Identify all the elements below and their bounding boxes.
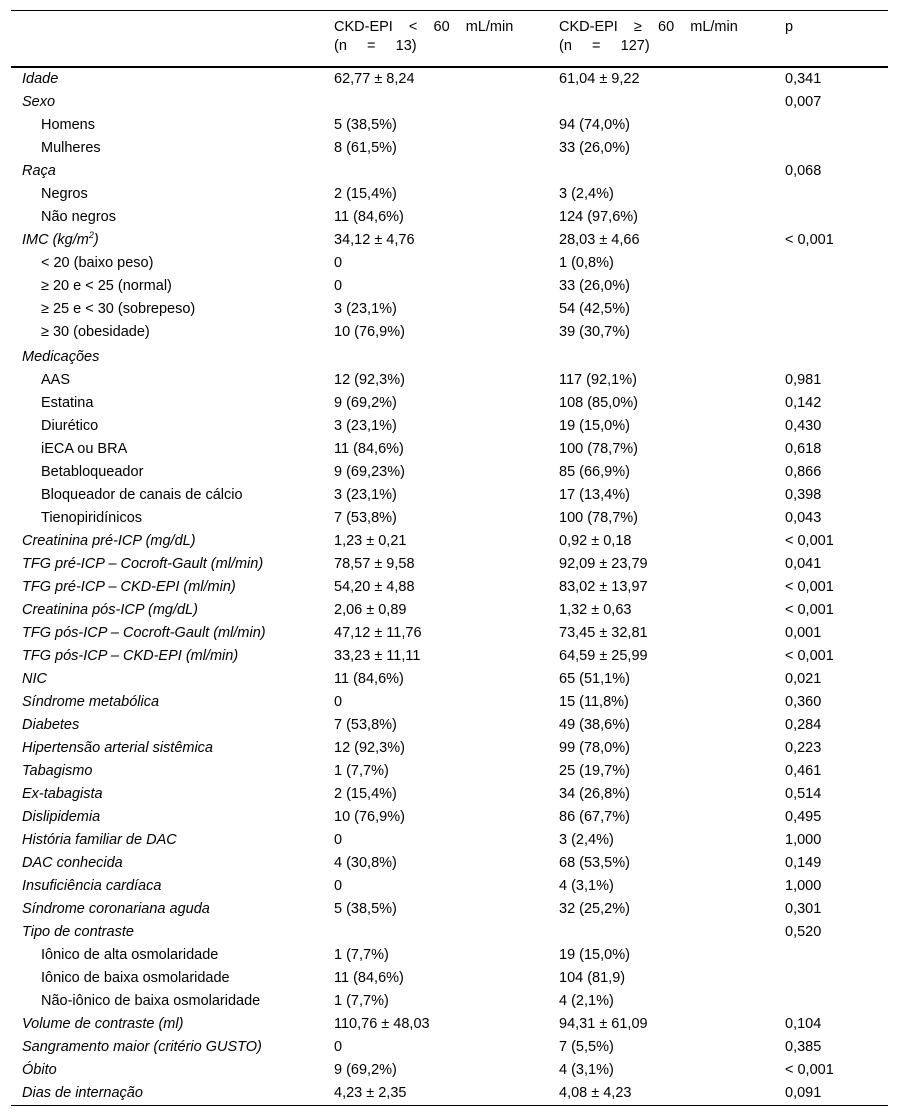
table-row — [11, 484, 888, 507]
header-col2-line1: CKD-EPI ≥ 60 mL/min — [559, 19, 738, 35]
p-value: 0,007 — [785, 94, 822, 110]
p-value: 0,041 — [785, 556, 822, 572]
table-row — [11, 346, 888, 369]
row-label — [22, 229, 99, 252]
value-ckd-below-60: 0 — [334, 694, 343, 710]
table-row — [11, 137, 888, 160]
header-col-p: p — [785, 19, 794, 35]
p-value: 0,398 — [785, 487, 822, 503]
value-ckd-above-60: 3 (2,4%) — [559, 832, 614, 848]
table-row — [11, 714, 888, 737]
p-value: 0,043 — [785, 510, 822, 526]
value-ckd-above-60: 108 (85,0%) — [559, 395, 638, 411]
table-row — [11, 875, 888, 898]
p-value: 0,495 — [785, 809, 822, 825]
table-row — [11, 438, 888, 461]
value-ckd-below-60: 1,23 ± 0,21 — [334, 533, 407, 549]
value-ckd-below-60: 7 (53,8%) — [334, 717, 397, 733]
table-row — [11, 321, 888, 344]
value-ckd-above-60: 17 (13,4%) — [559, 487, 630, 503]
row-label: NIC — [22, 671, 47, 687]
row-label: Óbito — [22, 1062, 57, 1078]
table-row — [11, 1059, 888, 1082]
table-row — [11, 1082, 888, 1105]
value-ckd-below-60: 62,77 ± 8,24 — [334, 71, 415, 87]
value-ckd-above-60: 94,31 ± 61,09 — [559, 1016, 648, 1032]
row-label: Raça — [22, 163, 56, 179]
table-row — [11, 599, 888, 622]
row-label: Insuficiência cardíaca — [22, 878, 162, 894]
row-label: História familiar de DAC — [22, 832, 177, 848]
table-row — [11, 415, 888, 438]
row-label: Homens — [41, 117, 95, 133]
value-ckd-below-60: 5 (38,5%) — [334, 901, 397, 917]
value-ckd-above-60: 54 (42,5%) — [559, 301, 630, 317]
value-ckd-above-60: 49 (38,6%) — [559, 717, 630, 733]
value-ckd-above-60: 61,04 ± 9,22 — [559, 71, 640, 87]
row-label: ≥ 20 e < 25 (normal) — [41, 278, 172, 294]
header-col-ckd-below-60 — [334, 18, 539, 56]
table-body — [11, 68, 888, 1105]
row-label: Não negros — [41, 209, 116, 225]
table-row — [11, 229, 888, 252]
row-label: Tienopiridínicos — [41, 510, 143, 526]
row-label: Sangramento maior (critério GUSTO) — [22, 1039, 262, 1055]
header-col1-line1: CKD-EPI < 60 mL/min — [334, 19, 514, 35]
value-ckd-above-60: 33 (26,0%) — [559, 140, 630, 156]
value-ckd-below-60: 34,12 ± 4,76 — [334, 232, 415, 248]
value-ckd-below-60: 0 — [334, 1039, 343, 1055]
row-label: Iônico de alta osmolaridade — [41, 947, 219, 963]
value-ckd-below-60: 9 (69,23%) — [334, 464, 405, 480]
row-label: Betabloqueador — [41, 464, 144, 480]
value-ckd-below-60: 1 (7,7%) — [334, 993, 389, 1009]
row-label: Diurético — [41, 418, 99, 434]
row-label: Creatinina pós-ICP (mg/dL) — [22, 602, 198, 618]
table-row — [11, 252, 888, 275]
row-label: Iônico de baixa osmolaridade — [41, 970, 230, 986]
p-value: 0,021 — [785, 671, 822, 687]
row-label: Tipo de contraste — [22, 924, 134, 940]
table-row — [11, 921, 888, 944]
row-label: Idade — [22, 71, 59, 87]
p-value: 0,341 — [785, 71, 822, 87]
p-value: 0,142 — [785, 395, 822, 411]
table-header — [11, 11, 888, 66]
row-label: iECA ou BRA — [41, 441, 128, 457]
row-label: Mulheres — [41, 140, 101, 156]
table-row — [11, 622, 888, 645]
row-label: AAS — [41, 372, 71, 388]
value-ckd-below-60: 3 (23,1%) — [334, 487, 397, 503]
table-row — [11, 530, 888, 553]
data-table — [11, 10, 888, 1106]
value-ckd-below-60: 4,23 ± 2,35 — [334, 1085, 407, 1101]
table-row — [11, 275, 888, 298]
value-ckd-above-60: 100 (78,7%) — [559, 441, 638, 457]
value-ckd-above-60: 83,02 ± 13,97 — [559, 579, 648, 595]
value-ckd-below-60: 1 (7,7%) — [334, 947, 389, 963]
table-row — [11, 737, 888, 760]
value-ckd-above-60: 28,03 ± 4,66 — [559, 232, 640, 248]
table-row — [11, 898, 888, 921]
table-row — [11, 1036, 888, 1059]
value-ckd-above-60: 4 (3,1%) — [559, 878, 614, 894]
table-row — [11, 369, 888, 392]
table-row — [11, 507, 888, 530]
row-label: < 20 (baixo peso) — [41, 255, 154, 271]
p-value: 0,981 — [785, 372, 822, 388]
value-ckd-below-60: 11 (84,6%) — [334, 970, 404, 986]
row-label: Dias de internação — [22, 1085, 143, 1101]
row-label: TFG pré-ICP – CKD-EPI (ml/min) — [22, 579, 236, 595]
row-label-text: IMC (kg/m — [22, 232, 89, 248]
row-label: Hipertensão arterial sistêmica — [22, 740, 213, 756]
value-ckd-above-60: 73,45 ± 32,81 — [559, 625, 648, 641]
p-value: < 0,001 — [785, 579, 834, 595]
table-row — [11, 691, 888, 714]
table-row — [11, 576, 888, 599]
value-ckd-below-60: 2 (15,4%) — [334, 186, 397, 202]
value-ckd-above-60: 7 (5,5%) — [559, 1039, 614, 1055]
table-row — [11, 668, 888, 691]
p-value: 0,360 — [785, 694, 822, 710]
table-row — [11, 944, 888, 967]
value-ckd-below-60: 10 (76,9%) — [334, 324, 405, 340]
value-ckd-below-60: 110,76 ± 48,03 — [334, 1016, 430, 1032]
value-ckd-above-60: 4,08 ± 4,23 — [559, 1085, 632, 1101]
value-ckd-below-60: 47,12 ± 11,76 — [334, 625, 422, 641]
value-ckd-below-60: 11 (84,6%) — [334, 671, 404, 687]
value-ckd-below-60: 0 — [334, 832, 343, 848]
table-row — [11, 553, 888, 576]
value-ckd-below-60: 11 (84,6%) — [334, 441, 404, 457]
value-ckd-below-60: 9 (69,2%) — [334, 395, 397, 411]
header-col1-line2: (n = 13) — [334, 38, 417, 54]
row-label: ≥ 25 e < 30 (sobrepeso) — [41, 301, 196, 317]
value-ckd-above-60: 1,32 ± 0,63 — [559, 602, 632, 618]
p-value: < 0,001 — [785, 602, 834, 618]
value-ckd-above-60: 3 (2,4%) — [559, 186, 614, 202]
value-ckd-below-60: 78,57 ± 9,58 — [334, 556, 415, 572]
value-ckd-above-60: 85 (66,9%) — [559, 464, 630, 480]
value-ckd-below-60: 1 (7,7%) — [334, 763, 389, 779]
value-ckd-above-60: 100 (78,7%) — [559, 510, 638, 526]
value-ckd-below-60: 0 — [334, 255, 343, 271]
row-label: Tabagismo — [22, 763, 93, 779]
value-ckd-above-60: 15 (11,8%) — [559, 694, 629, 710]
value-ckd-below-60: 3 (23,1%) — [334, 301, 397, 317]
p-value: 1,000 — [785, 878, 822, 894]
row-label-superscript: 2 — [88, 230, 94, 240]
value-ckd-below-60: 10 (76,9%) — [334, 809, 405, 825]
p-value: 0,430 — [785, 418, 822, 434]
value-ckd-below-60: 0 — [334, 878, 343, 894]
table-row — [11, 852, 888, 875]
p-value: 1,000 — [785, 832, 822, 848]
p-value: 0,091 — [785, 1085, 822, 1101]
value-ckd-below-60: 2,06 ± 0,89 — [334, 602, 407, 618]
p-value: 0,149 — [785, 855, 822, 871]
p-value: 0,461 — [785, 763, 822, 779]
table-row — [11, 206, 888, 229]
row-label: Síndrome coronariana aguda — [22, 901, 210, 917]
value-ckd-above-60: 25 (19,7%) — [559, 763, 630, 779]
row-label: TFG pós-ICP – Cocroft-Gault (ml/min) — [22, 625, 266, 641]
p-value: 0,514 — [785, 786, 822, 802]
value-ckd-above-60: 117 (92,1%) — [559, 372, 637, 388]
p-value: 0,223 — [785, 740, 822, 756]
table-bottom-rule — [11, 1105, 888, 1106]
row-label: ≥ 30 (obesidade) — [41, 324, 150, 340]
table-row — [11, 829, 888, 852]
table-row — [11, 298, 888, 321]
value-ckd-above-60: 94 (74,0%) — [559, 117, 630, 133]
table-row — [11, 806, 888, 829]
value-ckd-above-60: 19 (15,0%) — [559, 947, 630, 963]
value-ckd-below-60: 54,20 ± 4,88 — [334, 579, 415, 595]
row-label: Estatina — [41, 395, 94, 411]
value-ckd-below-60: 7 (53,8%) — [334, 510, 397, 526]
value-ckd-above-60: 33 (26,0%) — [559, 278, 630, 294]
value-ckd-above-60: 99 (78,0%) — [559, 740, 630, 756]
row-label: Não-iônico de baixa osmolaridade — [41, 993, 261, 1009]
row-label: Ex-tabagista — [22, 786, 103, 802]
value-ckd-below-60: 12 (92,3%) — [334, 740, 405, 756]
header-col2-line2: (n = 127) — [559, 38, 650, 54]
row-label: Negros — [41, 186, 88, 202]
row-label: Sexo — [22, 94, 56, 110]
value-ckd-above-60: 104 (81,9) — [559, 970, 626, 986]
p-value: 0,301 — [785, 901, 822, 917]
value-ckd-above-60: 68 (53,5%) — [559, 855, 630, 871]
table-row — [11, 68, 888, 91]
table-row — [11, 91, 888, 114]
p-value: < 0,001 — [785, 1062, 834, 1078]
value-ckd-above-60: 39 (30,7%) — [559, 324, 630, 340]
p-value: 0,001 — [785, 625, 822, 641]
value-ckd-above-60: 92,09 ± 23,79 — [559, 556, 648, 572]
value-ckd-below-60: 33,23 ± 11,11 — [334, 648, 421, 664]
row-label: Síndrome metabólica — [22, 694, 160, 710]
value-ckd-below-60: 9 (69,2%) — [334, 1062, 397, 1078]
table-row — [11, 1013, 888, 1036]
row-label: Medicações — [22, 349, 100, 365]
p-value: 0,866 — [785, 464, 822, 480]
table-row — [11, 990, 888, 1013]
p-value: < 0,001 — [785, 232, 834, 248]
p-value: 0,068 — [785, 163, 822, 179]
value-ckd-below-60: 4 (30,8%) — [334, 855, 397, 871]
value-ckd-above-60: 64,59 ± 25,99 — [559, 648, 648, 664]
table-row — [11, 645, 888, 668]
p-value: < 0,001 — [785, 533, 834, 549]
row-label: Dislipidemia — [22, 809, 101, 825]
value-ckd-above-60: 124 (97,6%) — [559, 209, 638, 225]
table-row — [11, 783, 888, 806]
table-row — [11, 392, 888, 415]
value-ckd-below-60: 12 (92,3%) — [334, 372, 405, 388]
value-ckd-above-60: 0,92 ± 0,18 — [559, 533, 632, 549]
row-label: Creatinina pré-ICP (mg/dL) — [22, 533, 196, 549]
p-value: 0,385 — [785, 1039, 822, 1055]
row-label: Volume de contraste (ml) — [22, 1016, 184, 1032]
value-ckd-above-60: 4 (3,1%) — [559, 1062, 614, 1078]
p-value: 0,104 — [785, 1016, 822, 1032]
row-label-end: ) — [93, 232, 99, 248]
header-col-ckd-above-60 — [559, 18, 769, 56]
value-ckd-below-60: 5 (38,5%) — [334, 117, 397, 133]
table-row — [11, 967, 888, 990]
p-value: 0,284 — [785, 717, 822, 733]
table-row — [11, 461, 888, 484]
value-ckd-above-60: 32 (25,2%) — [559, 901, 630, 917]
row-label: Diabetes — [22, 717, 80, 733]
value-ckd-above-60: 19 (15,0%) — [559, 418, 630, 434]
value-ckd-below-60: 8 (61,5%) — [334, 140, 397, 156]
row-label: DAC conhecida — [22, 855, 123, 871]
value-ckd-below-60: 3 (23,1%) — [334, 418, 397, 434]
value-ckd-below-60: 0 — [334, 278, 343, 294]
p-value: 0,520 — [785, 924, 822, 940]
value-ckd-above-60: 1 (0,8%) — [559, 255, 614, 271]
value-ckd-above-60: 86 (67,7%) — [559, 809, 630, 825]
row-label: TFG pós-ICP – CKD-EPI (ml/min) — [22, 648, 239, 664]
value-ckd-above-60: 65 (51,1%) — [559, 671, 630, 687]
p-value: 0,618 — [785, 441, 822, 457]
value-ckd-below-60: 11 (84,6%) — [334, 209, 404, 225]
value-ckd-below-60: 2 (15,4%) — [334, 786, 397, 802]
table-row — [11, 183, 888, 206]
row-label: Bloqueador de canais de cálcio — [41, 487, 243, 503]
row-label: TFG pré-ICP – Cocroft-Gault (ml/min) — [22, 556, 264, 572]
p-value: < 0,001 — [785, 648, 834, 664]
table-row — [11, 114, 888, 137]
table-row — [11, 160, 888, 183]
value-ckd-above-60: 34 (26,8%) — [559, 786, 630, 802]
table-row — [11, 760, 888, 783]
value-ckd-above-60: 4 (2,1%) — [559, 993, 614, 1009]
